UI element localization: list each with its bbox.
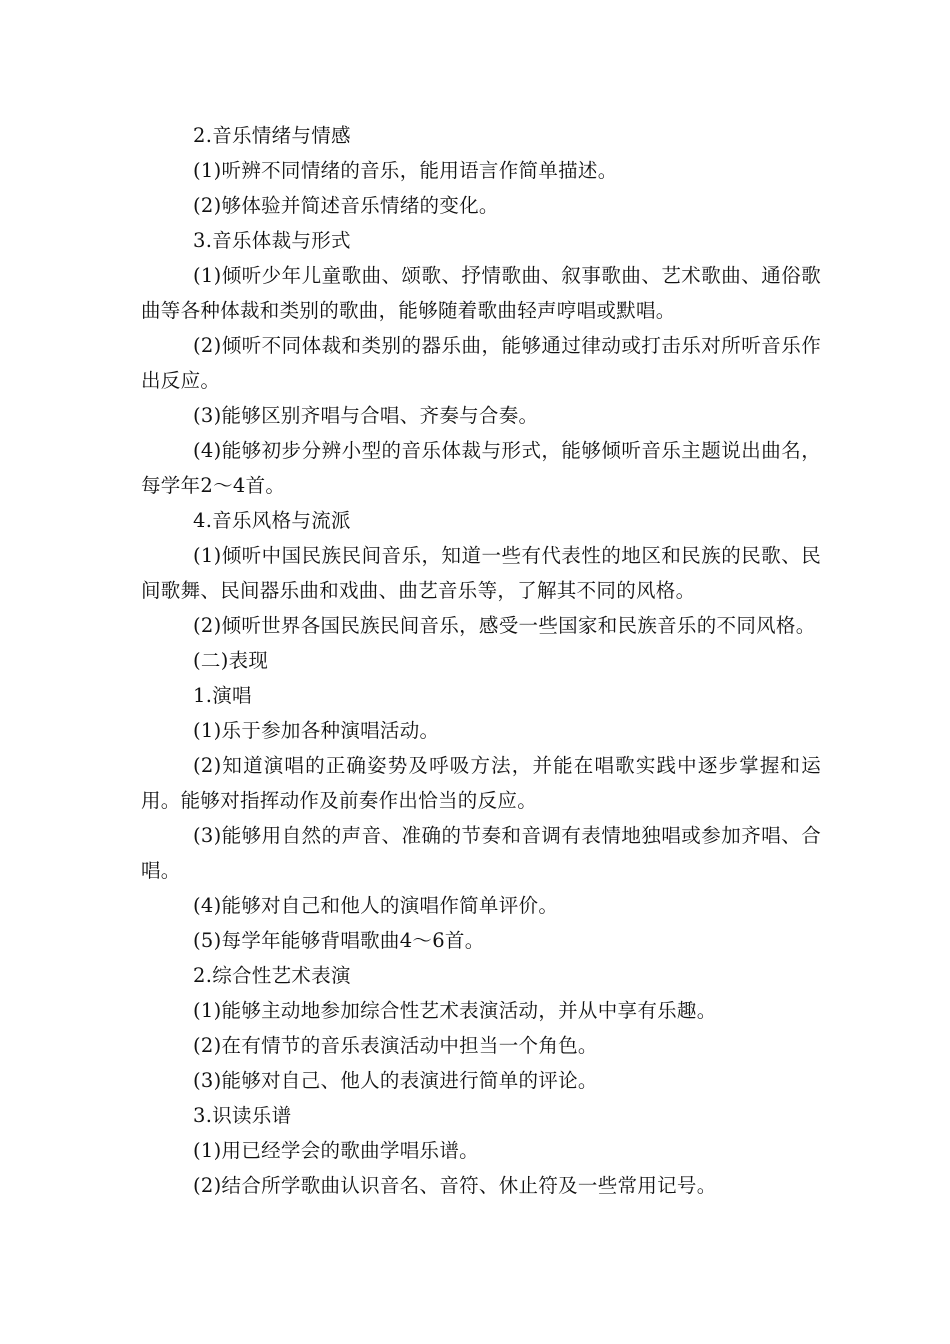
list-item: (1)听辨不同情绪的音乐，能用语言作简单描述。 xyxy=(193,159,618,182)
part-heading: (二)表现 xyxy=(193,649,269,672)
list-item: (3)能够对自己、他人的表演进行简单的评论。 xyxy=(193,1069,598,1092)
list-item: (2)结合所学歌曲认识音名、音符、休止符及一些常用记号。 xyxy=(193,1174,717,1197)
list-item: (1)用已经学会的歌曲学唱乐谱。 xyxy=(193,1139,479,1162)
list-item: (2)倾听世界各国民族民间音乐，感受一些国家和民族音乐的不同风格。 xyxy=(193,614,816,637)
list-item: (1)乐于参加各种演唱活动。 xyxy=(193,719,440,742)
list-item: (5)每学年能够背唱歌曲4～6首。 xyxy=(193,929,485,952)
section-heading: 2.音乐情绪与情感 xyxy=(193,124,351,147)
section-heading: 1.演唱 xyxy=(193,684,252,707)
list-item: (4)能够初步分辨小型的音乐体裁与形式，能够倾听音乐主题说出曲名，每学年2～4首。 xyxy=(141,439,821,497)
list-item: (2)在有情节的音乐表演活动中担当一个角色。 xyxy=(193,1034,598,1057)
list-item: (2)知道演唱的正确姿势及呼吸方法，并能在唱歌实践中逐步掌握和运用。能够对指挥动作及前奏作出恰当的反应。 xyxy=(141,754,821,812)
section-heading: 3.音乐体裁与形式 xyxy=(193,229,351,252)
document-body xyxy=(141,118,821,1203)
list-item: (2)倾听不同体裁和类别的器乐曲，能够通过律动或打击乐对所听音乐作出反应。 xyxy=(141,334,821,392)
list-item: (3)能够用自然的声音、准确的节奏和音调有表情地独唱或参加齐唱、合唱。 xyxy=(141,824,821,882)
list-item: (2)够体验并简述音乐情绪的变化。 xyxy=(193,194,499,217)
section-heading: 4.音乐风格与流派 xyxy=(193,509,351,532)
section-heading: 3.识读乐谱 xyxy=(193,1104,292,1127)
list-item: (1)倾听少年儿童歌曲、颂歌、抒情歌曲、叙事歌曲、艺术歌曲、通俗歌曲等各种体裁和类别的歌曲，能够随着歌曲轻声哼唱或默唱。 xyxy=(141,264,821,322)
list-item: (3)能够区别齐唱与合唱、齐奏与合奏。 xyxy=(193,404,539,427)
section-heading: 2.综合性艺术表演 xyxy=(193,964,351,987)
list-item: (4)能够对自己和他人的演唱作简单评价。 xyxy=(193,894,559,917)
list-item: (1)能够主动地参加综合性艺术表演活动，并从中享有乐趣。 xyxy=(193,999,717,1022)
list-item: (1)倾听中国民族民间音乐，知道一些有代表性的地区和民族的民歌、民间歌舞、民间器乐曲和戏曲、曲艺音乐等，了解其不同的风格。 xyxy=(141,544,821,602)
